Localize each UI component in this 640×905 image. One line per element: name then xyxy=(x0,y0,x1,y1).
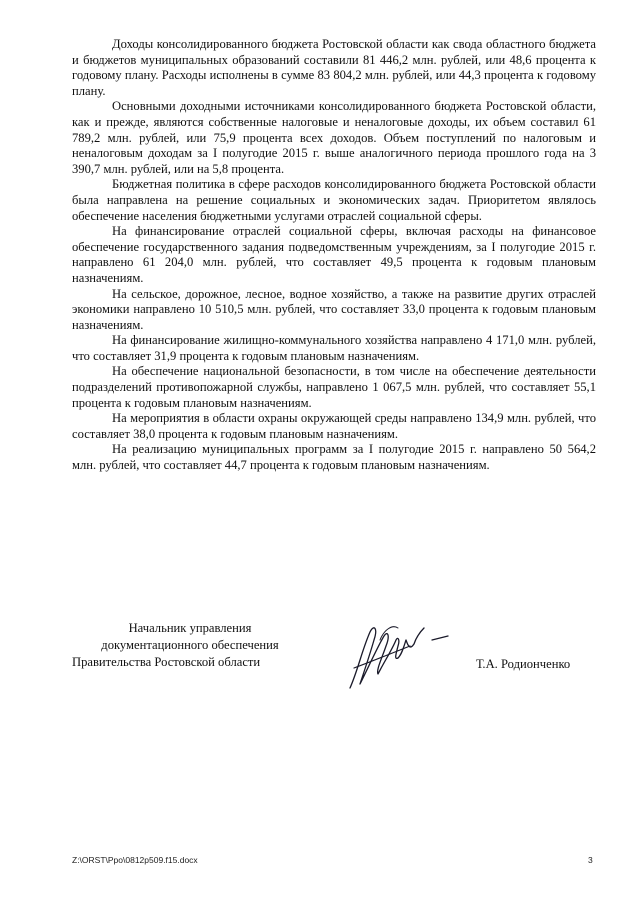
paragraph-revenue: Доходы консолидированного бюджета Ростовской области как свода областного бюджета и бюджетов муниципальных образований составили 81 446,2 млн. рублей, или 48,6 процента к годовому плану. Расходы исполнены в сумме 83 804,2 млн. рублей, или 44,3 процента к годовому плану. xyxy=(72,37,596,98)
signatory-name: Т.А. Родионченко xyxy=(476,657,571,671)
signatory-title-line3: Правительства Ростовской области xyxy=(72,655,261,669)
document-body xyxy=(72,37,596,474)
paragraph-housing: На финансирование жилищно-коммунального хозяйства направлено 4 171,0 млн. рублей, что составляет 31,9 процента к годовым плановым назначениям. xyxy=(72,333,596,363)
signatory-title-line1: Начальник управления xyxy=(128,621,252,635)
signatory-title-line2: документационного обеспечения xyxy=(101,638,279,652)
footer-file-path: Z:\ORST\Ppo\0812p509.f15.docx xyxy=(72,855,198,865)
paragraph-income-sources: Основными доходными источниками консолидированного бюджета Ростовской области, как и прежде, являются собственные налоговые и неналоговые доходы, их объем составил 61 789,2 млн. рублей, или 75,9 процента всех доходов. Объем поступлений по налоговым и неналоговым доходам за I полугодие 2015 г. выше аналогичного периода прошлого года на 3 390,7 млн. рублей, или на 5,8 процента. xyxy=(72,99,596,176)
paragraph-budget-policy: Бюджетная политика в сфере расходов консолидированного бюджета Ростовской области была направлена на решение социальных и экономических задач. Приоритетом являлось обеспечение населения бюджетными услугами отраслей социальной сферы. xyxy=(72,177,596,223)
paragraph-security: На обеспечение национальной безопасности, в том числе на обеспечение деятельности подразделений противопожарной службы, направлено 1 067,5 млн. рублей, что составляет 55,1 процента к годовым плановым назначениям. xyxy=(72,364,596,410)
paragraph-environment: На мероприятия в области охраны окружающей среды направлено 134,9 млн. рублей, что составляет 38,0 процента к годовым плановым назначениям. xyxy=(72,411,596,441)
paragraph-economy: На сельское, дорожное, лесное, водное хозяйство, а также на развитие других отраслей экономики направлено 10 510,5 млн. рублей, что составляет 33,0 процента к годовым плановым назначениям. xyxy=(72,286,596,332)
signatory-title xyxy=(72,620,308,671)
paragraph-social-sphere: На финансирование отраслей социальной сферы, включая расходы на финансовое обеспечение государственного задания подведомственным учреждениям, за I полугодие 2015 г. направлено 61 204,0 млн. рублей, что составляет 49,5 процента к годовым плановым назначениям. xyxy=(72,224,596,285)
page-number: 3 xyxy=(588,855,593,865)
handwritten-signature xyxy=(340,610,460,700)
paragraph-municipal-programs: На реализацию муниципальных программ за I полугодие 2015 г. направлено 50 564,2 млн. рублей, что составляет 44,7 процента к годовым плановым назначениям. xyxy=(72,442,596,473)
